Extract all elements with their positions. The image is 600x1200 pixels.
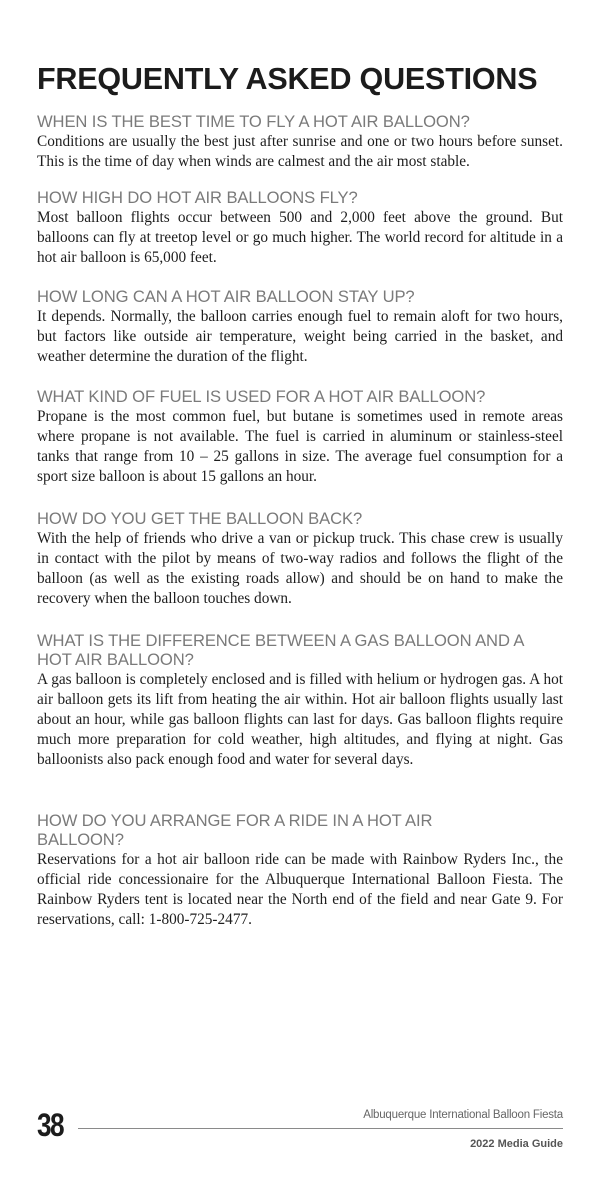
faq-answer: It depends. Normally, the balloon carries enough fuel to remain aloft for two hours, but factors like outside air temperature, weight being carried in the basket, and weather determine the duration of the flight. — [37, 308, 563, 365]
faq-question: WHAT KIND OF FUEL IS USED FOR A HOT AIR BALLOON? — [37, 387, 486, 406]
faq-question: HOW HIGH DO HOT AIR BALLOONS FLY? — [37, 188, 358, 207]
faq-question: HOW DO YOU ARRANGE FOR A RIDE IN A HOT AIR BALLOON? — [37, 811, 433, 849]
faq-question: WHAT IS THE DIFFERENCE BETWEEN A GAS BALLOON AND A HOT AIR BALLOON? — [37, 631, 524, 669]
page-title: FREQUENTLY ASKED QUESTIONS — [37, 62, 538, 96]
faq-item — [37, 188, 563, 268]
faq-answer: Most balloon flights occur between 500 and 2,000 feet above the ground. But balloons can fly at treetop level or go much higher. The world record for altitude in a hot air balloon is 65,000 feet. — [37, 209, 563, 266]
faq-question: HOW LONG CAN A HOT AIR BALLOON STAY UP? — [37, 287, 415, 306]
faq-answer: Reservations for a hot air balloon ride can be made with Rainbow Ryders Inc., the official ride concessionaire for the Albuquerque International Balloon Fiesta. The Rainbow Ryders tent is located near the North end of the field and near Gate 9. For reservations, call: 1-800-725-2477. — [37, 851, 563, 928]
faq-question: WHEN IS THE BEST TIME TO FLY A HOT AIR BALLOON? — [37, 112, 470, 131]
footer-publication: 2022 Media Guide — [470, 1138, 563, 1150]
faq-item — [37, 631, 563, 770]
faq-item — [37, 811, 563, 930]
faq-answer: Conditions are usually the best just after sunrise and one or two hours before sunset. This is the time of day when winds are calmest and the air most stable. — [37, 133, 563, 170]
faq-item — [37, 287, 563, 367]
footer-divider — [78, 1128, 563, 1129]
page-number: 38 — [37, 1107, 63, 1143]
faq-item — [37, 509, 563, 609]
footer-organization: Albuquerque International Balloon Fiesta — [363, 1109, 563, 1121]
faq-answer: Propane is the most common fuel, but butane is sometimes used in remote areas where propane is not available. The fuel is carried in aluminum or stainless-steel tanks that range from 10 – 25 gallons in size. The average fuel consumption for a sport size balloon is about 15 gallons an hour. — [37, 408, 563, 485]
faq-answer: A gas balloon is completely enclosed and is filled with helium or hydrogen gas. A hot air balloon gets its lift from heating the air within. Hot air balloon flights usually last about an hour, while gas balloon flights can last for days. Gas balloon flights require much more preparation for cold weather, high altitudes, and flying at night. Gas balloonists also pack enough food and water for several days. — [37, 671, 563, 768]
faq-question: HOW DO YOU GET THE BALLOON BACK? — [37, 509, 363, 528]
faq-item — [37, 387, 563, 487]
faq-answer: With the help of friends who drive a van or pickup truck. This chase crew is usually in contact with the pilot by means of two-way radios and follows the flight of the balloon (as well as the existing roads allow) and should be on hand to make the recovery when the balloon touches down. — [37, 530, 563, 607]
faq-item — [37, 112, 563, 172]
